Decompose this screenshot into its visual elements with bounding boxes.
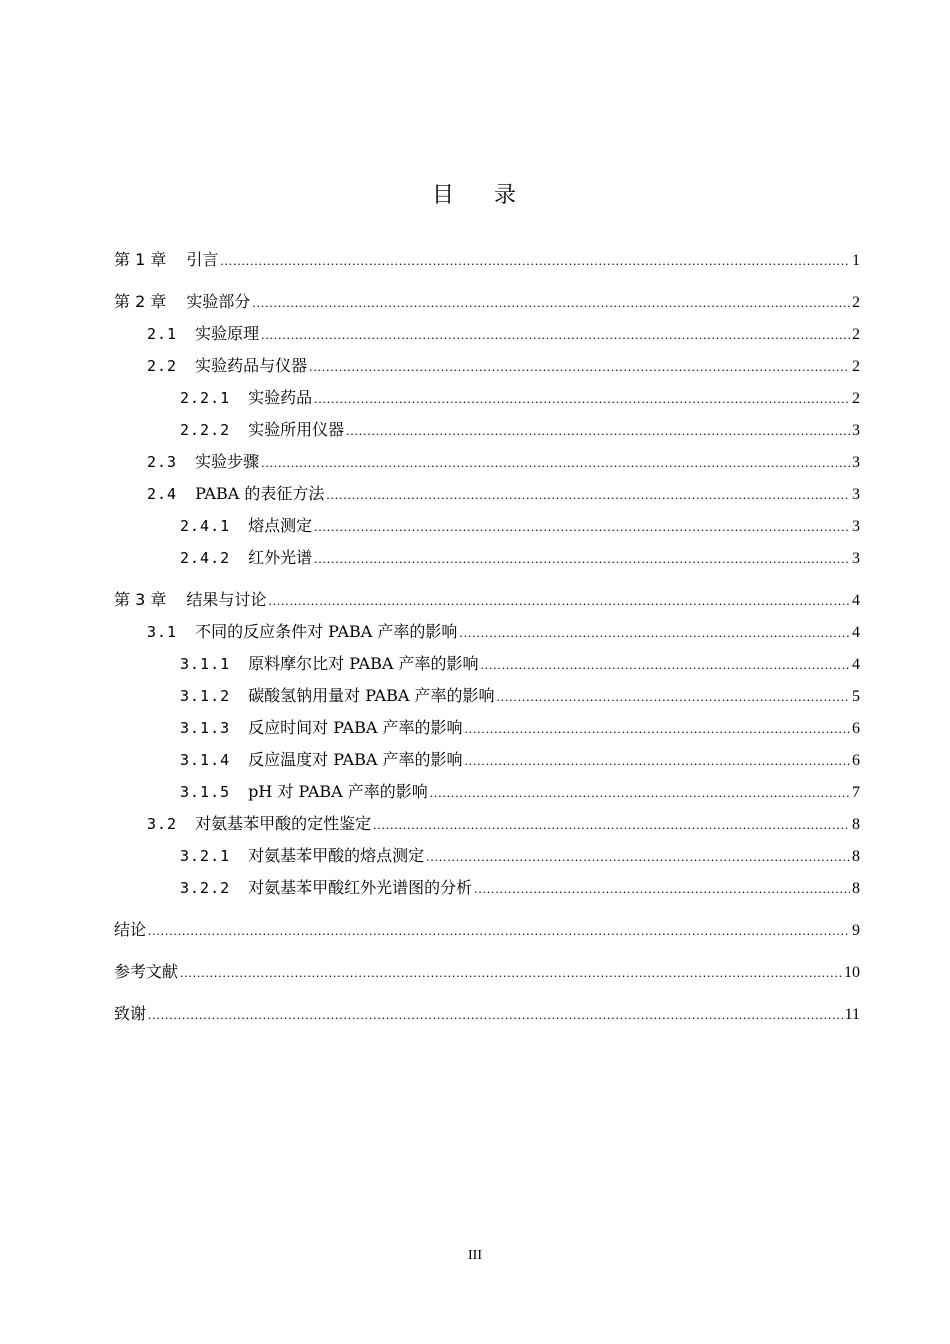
toc-dot-leader — [180, 957, 842, 989]
toc-entry-number: 2.1 — [147, 325, 178, 343]
toc-entry-page: 4 — [852, 592, 860, 609]
toc-entry-number: 3.1.2 — [180, 687, 231, 705]
toc-entry-page: 3 — [852, 422, 860, 439]
toc-entry-title: 结果与讨论 — [186, 590, 267, 609]
toc-entry-page: 3 — [852, 550, 860, 567]
toc-entry-page: 8 — [852, 816, 860, 833]
toc-entry[interactable] — [114, 956, 860, 988]
toc-entry-title: 实验原理 — [195, 324, 260, 343]
toc-entry[interactable] — [114, 712, 860, 744]
toc-entry[interactable] — [114, 998, 860, 1030]
toc-dot-leader — [426, 841, 850, 873]
toc-entry-title: 参考文献 — [114, 962, 179, 981]
toc-dot-leader — [261, 447, 850, 479]
toc-entry-number: 3.1.4 — [180, 751, 231, 769]
toc-entry-title: 对氨基苯甲酸的定性鉴定 — [195, 814, 372, 833]
toc-entry-page: 2 — [852, 294, 860, 311]
toc-entry[interactable] — [114, 478, 860, 510]
toc-entry[interactable] — [114, 744, 860, 776]
toc-dot-leader — [497, 681, 851, 713]
toc-dot-leader — [220, 245, 850, 277]
toc-entry[interactable] — [114, 350, 860, 382]
toc-dot-leader — [430, 777, 850, 809]
toc-entry-page: 1 — [852, 252, 860, 269]
toc-entry[interactable] — [114, 244, 860, 276]
toc-entry[interactable] — [114, 616, 860, 648]
toc-dot-leader — [148, 999, 843, 1031]
toc-entry-page: 7 — [852, 784, 860, 801]
toc-entry[interactable] — [114, 584, 860, 616]
toc-entry-number: 3.2.1 — [180, 847, 231, 865]
toc-dot-leader — [465, 713, 851, 745]
toc-entry-page: 8 — [852, 880, 860, 897]
toc-entry-number: 3.2 — [147, 815, 178, 833]
toc-entry-number: 2.2.2 — [180, 421, 231, 439]
toc-entry-title: 致谢 — [114, 1004, 147, 1023]
toc-dot-leader — [314, 511, 850, 543]
toc-entry-page: 10 — [844, 964, 860, 981]
toc-dot-leader — [268, 585, 850, 617]
toc-entry[interactable] — [114, 872, 860, 904]
toc-entry-page: 3 — [852, 486, 860, 503]
toc-dot-leader — [465, 745, 851, 777]
table-of-contents — [114, 244, 860, 1030]
toc-entry-title: 实验步骤 — [195, 452, 260, 471]
toc-entry-page: 9 — [852, 922, 860, 939]
toc-entry-number: 2.2.1 — [180, 389, 231, 407]
toc-entry-title: 实验部分 — [186, 292, 251, 311]
toc-entry-page: 2 — [852, 390, 860, 407]
toc-entry-title: 对氨基苯甲酸红外光谱图的分析 — [248, 878, 473, 897]
toc-dot-leader — [314, 383, 850, 415]
toc-entry-number: 第 3 章 — [114, 590, 167, 609]
toc-entry[interactable] — [114, 414, 860, 446]
toc-entry[interactable] — [114, 840, 860, 872]
toc-entry-number: 3.1 — [147, 623, 178, 641]
toc-dot-leader — [474, 873, 850, 905]
toc-entry[interactable] — [114, 510, 860, 542]
toc-entry-title: 引言 — [186, 250, 219, 269]
toc-entry-number: 3.1.1 — [180, 655, 231, 673]
toc-entry-page: 3 — [852, 518, 860, 535]
toc-dot-leader — [459, 617, 850, 649]
toc-dot-leader — [252, 287, 850, 319]
toc-entry-title: 不同的反应条件对 PABA 产率的影响 — [195, 622, 458, 641]
page-footer-number: III — [468, 1248, 482, 1263]
toc-entry[interactable] — [114, 542, 860, 574]
toc-entry-number: 3.1.3 — [180, 719, 231, 737]
toc-entry-number: 2.2 — [147, 357, 178, 375]
toc-entry[interactable] — [114, 318, 860, 350]
toc-entry[interactable] — [114, 446, 860, 478]
toc-entry-number: 2.4.2 — [180, 549, 231, 567]
toc-entry-title: 对氨基苯甲酸的熔点测定 — [248, 846, 425, 865]
toc-entry-title: 实验药品 — [248, 388, 313, 407]
toc-entry-title: 碳酸氢钠用量对 PABA 产率的影响 — [248, 686, 495, 705]
toc-dot-leader — [346, 415, 850, 447]
toc-entry-page: 4 — [852, 656, 860, 673]
toc-entry-number: 2.4.1 — [180, 517, 231, 535]
toc-entry-title: 原料摩尔比对 PABA 产率的影响 — [248, 654, 479, 673]
toc-dot-leader — [481, 649, 851, 681]
toc-entry[interactable] — [114, 914, 860, 946]
page-title — [0, 178, 950, 209]
toc-entry-title: PABA 的表征方法 — [195, 484, 325, 503]
toc-entry[interactable] — [114, 680, 860, 712]
toc-entry[interactable] — [114, 808, 860, 840]
toc-dot-leader — [148, 915, 850, 947]
toc-entry[interactable] — [114, 648, 860, 680]
toc-entry-number: 第 2 章 — [114, 292, 167, 311]
toc-entry[interactable] — [114, 286, 860, 318]
toc-entry[interactable] — [114, 382, 860, 414]
toc-entry-title: pH 对 PABA 产率的影响 — [248, 782, 428, 801]
toc-entry-number: 2.4 — [147, 485, 178, 503]
toc-entry-page: 2 — [852, 358, 860, 375]
toc-entry-title: 反应时间对 PABA 产率的影响 — [248, 718, 463, 737]
toc-entry-page: 2 — [852, 326, 860, 343]
toc-entry-page: 6 — [852, 752, 860, 769]
toc-entry-page: 6 — [852, 720, 860, 737]
toc-entry-title: 反应温度对 PABA 产率的影响 — [248, 750, 463, 769]
toc-dot-leader — [309, 351, 850, 383]
toc-entry-page: 5 — [852, 688, 860, 705]
toc-entry-page: 8 — [852, 848, 860, 865]
toc-entry-number: 3.1.5 — [180, 783, 231, 801]
toc-dot-leader — [314, 543, 850, 575]
toc-entry-title: 红外光谱 — [248, 548, 313, 567]
toc-dot-leader — [373, 809, 850, 841]
title-char-2: 录 — [494, 183, 519, 208]
title-char-1: 目 — [431, 183, 456, 208]
toc-entry-page: 3 — [852, 454, 860, 471]
toc-entry-title: 实验所用仪器 — [248, 420, 345, 439]
toc-dot-leader — [326, 479, 850, 511]
toc-entry-number: 2.3 — [147, 453, 178, 471]
toc-entry-title: 结论 — [114, 920, 147, 939]
toc-entry-title: 实验药品与仪器 — [195, 356, 308, 375]
toc-entry-page: 11 — [844, 1006, 860, 1023]
toc-dot-leader — [261, 319, 850, 351]
toc-entry-number: 第 1 章 — [114, 250, 167, 269]
toc-entry-title: 熔点测定 — [248, 516, 313, 535]
toc-entry-page: 4 — [852, 624, 860, 641]
toc-entry-number: 3.2.2 — [180, 879, 231, 897]
toc-entry[interactable] — [114, 776, 860, 808]
